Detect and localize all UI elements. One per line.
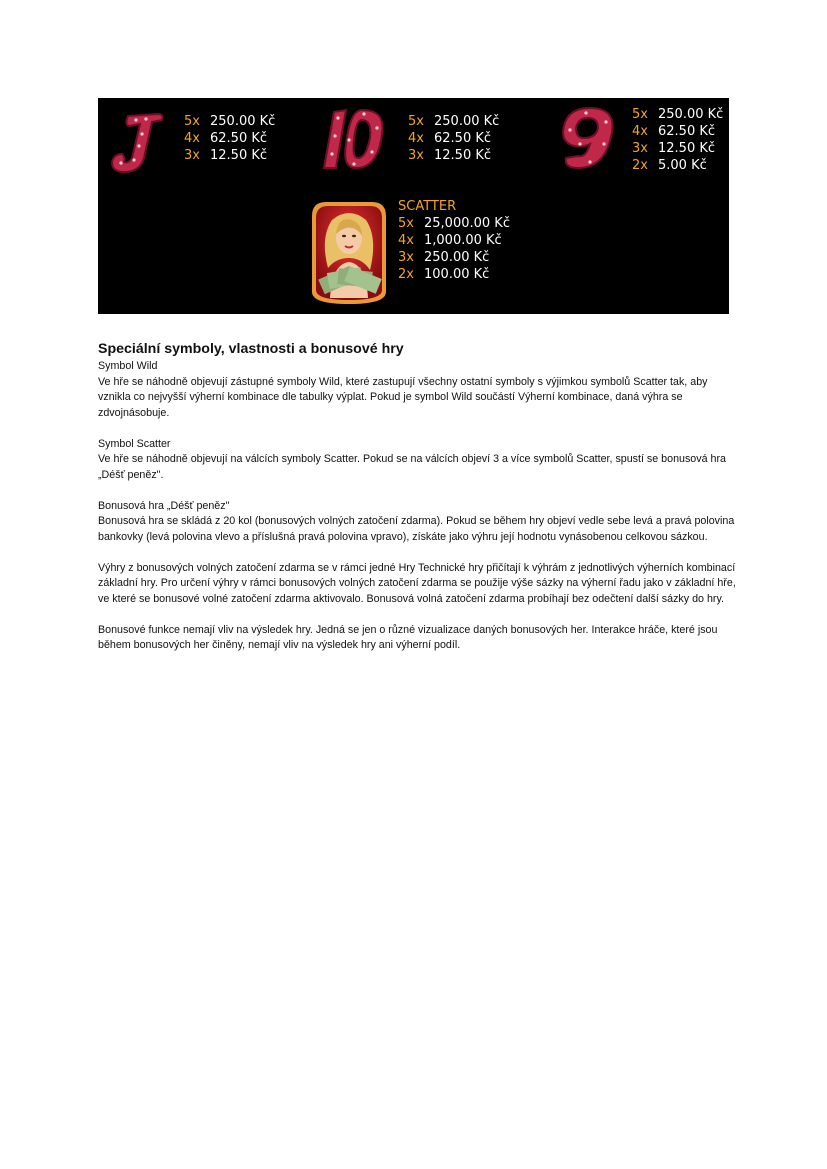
pay-multiplier: 5x — [632, 107, 648, 122]
scatter-text: Ve hře se náhodně objevují na válcích symboly Scatter. Pokud se na válcích objeví 3 a více symbolů Scatter, spustí se bonusová hra „Déšť peněz". — [98, 453, 726, 481]
pay-value: 62.50 Kč — [658, 124, 716, 139]
pay-row — [632, 140, 723, 157]
pay-multiplier: 5x — [398, 216, 414, 231]
pay-value: 1,000.00 Kč — [424, 233, 502, 248]
j-paytable — [184, 113, 275, 164]
pay-row — [398, 249, 510, 266]
pay-row — [632, 123, 723, 140]
pay-value: 250.00 Kč — [434, 114, 500, 129]
bonus-title: Bonusová hra „Déšť peněz" — [98, 499, 230, 512]
wild-title: Symbol Wild — [98, 360, 158, 372]
pay-value: 250.00 Kč — [424, 250, 490, 265]
pay-multiplier: 2x — [398, 267, 414, 282]
pay-multiplier: 5x — [408, 114, 424, 129]
pay-multiplier: 4x — [184, 131, 200, 146]
pay-value: 12.50 Kč — [210, 148, 268, 163]
pay-multiplier: 4x — [632, 124, 648, 139]
pay-row — [408, 147, 499, 164]
paytable-image — [98, 98, 729, 314]
pay-multiplier: 3x — [398, 250, 414, 265]
pay-multiplier: 5x — [184, 114, 200, 129]
bonus-wins-text: Výhry z bonusových volných zatočení zdarma se v rámci jedné Hry Technické hry přičítají k výhrám z jednotlivých výherních kombinací základní hry. Pro určení výhry v rámci bonusových volných zatočení zdarma se použije výše sázky na výherní řadu jako v základní hře, ve které se bonusové volné zatočení zdarma aktivovalo. Bonusová volná zatočení zdarma probíhají bez odečtení další sázky do hry. — [98, 561, 736, 605]
pay-row — [184, 113, 275, 130]
pay-row — [632, 106, 723, 123]
pay-value: 100.00 Kč — [424, 267, 490, 282]
scatter-title: SCATTER — [398, 199, 457, 214]
scatter-title-text: Symbol Scatter — [98, 437, 171, 450]
spacer — [98, 545, 738, 561]
ten-symbol-icon — [320, 104, 392, 176]
pay-row — [184, 147, 275, 164]
nine-symbol-icon — [556, 104, 620, 172]
section-heading: Speciální symboly, vlastnosti a bonusové hry — [98, 341, 404, 357]
pay-multiplier: 3x — [408, 148, 424, 163]
pay-row — [632, 157, 723, 174]
rules-section — [98, 340, 738, 654]
pay-row — [184, 130, 275, 147]
pay-row — [398, 215, 510, 232]
pay-row — [408, 130, 499, 147]
pay-value: 62.50 Kč — [434, 131, 492, 146]
pay-value: 25,000.00 Kč — [424, 216, 510, 231]
pay-multiplier: 3x — [632, 141, 648, 156]
nine-paytable — [632, 106, 723, 174]
pay-value: 250.00 Kč — [658, 107, 724, 122]
pay-row — [408, 113, 499, 130]
spacer — [98, 421, 738, 437]
pay-value: 250.00 Kč — [210, 114, 276, 129]
ten-paytable — [408, 113, 499, 164]
pay-row — [398, 232, 510, 249]
pay-value: 12.50 Kč — [434, 148, 492, 163]
spacer — [98, 607, 738, 623]
bonus-text: Bonusová hra se skládá z 20 kol (bonusových volných zatočení zdarma). Pokud se během hry objeví vedle sebe levá a pravá polovina bankovky (levá polovina vlevo a příslušná pravá polovina vpravo), získáte jako výhru její hodnotu vynásobenou celkovou sázkou. — [98, 515, 735, 543]
scatter-paytable — [398, 198, 510, 283]
scatter-symbol-icon — [306, 198, 392, 306]
spacer — [98, 483, 738, 499]
pay-multiplier: 2x — [632, 158, 648, 173]
j-symbol-icon — [106, 108, 176, 178]
pay-multiplier: 4x — [398, 233, 414, 248]
pay-value: 5.00 Kč — [658, 158, 707, 173]
wild-text: Ve hře se náhodně objevují zástupné symboly Wild, které zastupují všechny ostatní symboly s výjimkou symbolů Scatter tak, aby vznikla co nejvyšší výherní kombinace dle tabulky výplat. Pokud je symbol Wild součástí Výherní kombinace, daná výhra se zdvojnásobuje. — [98, 375, 708, 419]
pay-value: 62.50 Kč — [210, 131, 268, 146]
pay-row — [398, 266, 510, 283]
pay-value: 12.50 Kč — [658, 141, 716, 156]
pay-multiplier: 4x — [408, 131, 424, 146]
pay-multiplier: 3x — [184, 148, 200, 163]
bonus-functions-text: Bonusové funkce nemají vliv na výsledek hry. Jedná se jen o různé vizualizace daných bonusových her. Interakce hráče, které jsou během bonusových her činěny, nemají vliv na výsledek hry ani výherní podíl. — [98, 623, 718, 651]
